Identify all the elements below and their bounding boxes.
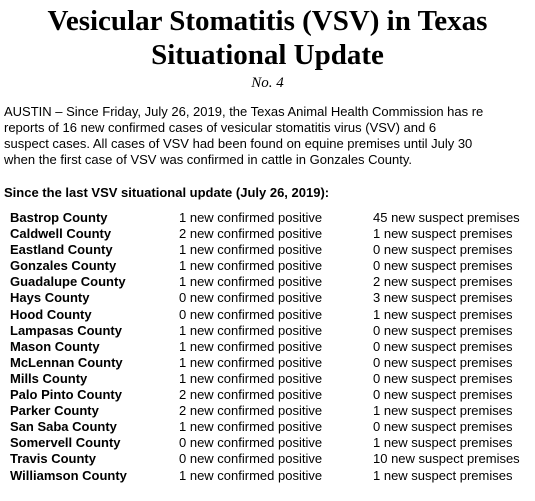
confirmed-count: 1 new confirmed positive <box>179 419 323 435</box>
confirmed-count: 2 new confirmed positive <box>179 226 323 242</box>
confirmed-count: 1 new confirmed positive <box>179 370 323 386</box>
county-name: Williamson County <box>10 467 127 483</box>
confirmed-count: 0 new confirmed positive <box>179 290 323 306</box>
county-name: Bastrop County <box>10 210 108 225</box>
suspect-count: 10 new suspect premises <box>373 451 520 467</box>
confirmed-count: 1 new confirmed positive <box>179 322 323 338</box>
table-row <box>0 387 535 403</box>
confirmed-count: 0 new confirmed positive <box>179 451 323 467</box>
suspect-count: 0 new suspect premises <box>373 419 513 435</box>
suspect-count: 1 new suspect premises <box>373 306 513 322</box>
suspect-count: 0 new suspect premises <box>373 322 513 338</box>
suspect-count: 45 new suspect premises <box>373 210 520 225</box>
suspect-count: 2 new suspect premises <box>373 274 513 290</box>
confirmed-count: 1 new confirmed positive <box>179 467 323 483</box>
table-row <box>0 468 535 484</box>
confirmed-count: 1 new confirmed positive <box>179 210 323 225</box>
intro-line-1: AUSTIN – Since Friday, July 26, 2019, the Texas Animal Health Commission has re <box>4 104 484 119</box>
table-row <box>0 242 535 258</box>
county-name: Somervell County <box>10 435 121 451</box>
table-row <box>0 451 535 467</box>
county-name: Eastland County <box>10 242 113 258</box>
document-title-line-1: Vesicular Stomatitis (VSV) in Texas <box>47 5 488 37</box>
intro-line-3: suspect cases. All cases of VSV had been found on equine premises until July 30 <box>4 136 473 151</box>
county-name: McLennan County <box>10 354 123 370</box>
county-name: Lampasas County <box>10 322 122 338</box>
county-name: Mills County <box>10 370 88 386</box>
suspect-count: 1 new suspect premises <box>373 226 513 242</box>
county-name: Parker County <box>10 403 99 419</box>
confirmed-count: 1 new confirmed positive <box>179 274 323 290</box>
suspect-count: 0 new suspect premises <box>373 338 513 354</box>
table-row <box>0 403 535 419</box>
confirmed-count: 2 new confirmed positive <box>179 403 323 419</box>
confirmed-count: 2 new confirmed positive <box>179 387 323 403</box>
table-row <box>0 419 535 435</box>
suspect-count: 1 new suspect premises <box>373 467 513 483</box>
table-row <box>0 258 535 274</box>
suspect-count: 0 new suspect premises <box>373 370 513 386</box>
confirmed-count: 1 new confirmed positive <box>179 242 323 258</box>
county-name: Mason County <box>10 338 100 354</box>
confirmed-count: 1 new confirmed positive <box>179 258 323 274</box>
county-name: San Saba County <box>10 419 117 435</box>
county-name: Hood County <box>10 306 92 322</box>
table-row <box>0 274 535 290</box>
county-name: Caldwell County <box>10 226 112 242</box>
confirmed-count: 1 new confirmed positive <box>179 338 323 354</box>
suspect-count: 1 new suspect premises <box>373 435 513 451</box>
confirmed-count: 1 new confirmed positive <box>179 354 323 370</box>
suspect-count: 1 new suspect premises <box>373 403 513 419</box>
county-name: Hays County <box>10 290 90 306</box>
table-row <box>0 290 535 306</box>
intro-line-4: when the first case of VSV was confirmed in cattle in Gonzales County. <box>4 152 413 167</box>
update-heading: Since the last VSV situational update (July 26, 2019): <box>4 185 330 200</box>
confirmed-count: 0 new confirmed positive <box>179 306 323 322</box>
county-name: Gonzales County <box>10 258 117 274</box>
county-table <box>0 210 535 484</box>
table-row <box>0 355 535 371</box>
suspect-count: 0 new suspect premises <box>373 387 513 403</box>
suspect-count: 3 new suspect premises <box>373 290 513 306</box>
table-row <box>0 226 535 242</box>
county-name: Travis County <box>10 451 96 467</box>
suspect-count: 0 new suspect premises <box>373 258 513 274</box>
county-name: Guadalupe County <box>10 274 126 290</box>
table-row <box>0 435 535 451</box>
issue-number: No. 4 <box>251 75 284 91</box>
suspect-count: 0 new suspect premises <box>373 242 513 258</box>
table-row <box>0 210 535 226</box>
county-name: Palo Pinto County <box>10 387 122 403</box>
table-row <box>0 371 535 387</box>
confirmed-count: 0 new confirmed positive <box>179 435 323 451</box>
document-title-line-2: Situational Update <box>151 39 384 71</box>
suspect-count: 0 new suspect premises <box>373 354 513 370</box>
table-row <box>0 323 535 339</box>
intro-line-2: reports of 16 new confirmed cases of vesicular stomatitis virus (VSV) and 6 <box>4 120 437 135</box>
table-row <box>0 307 535 323</box>
table-row <box>0 339 535 355</box>
